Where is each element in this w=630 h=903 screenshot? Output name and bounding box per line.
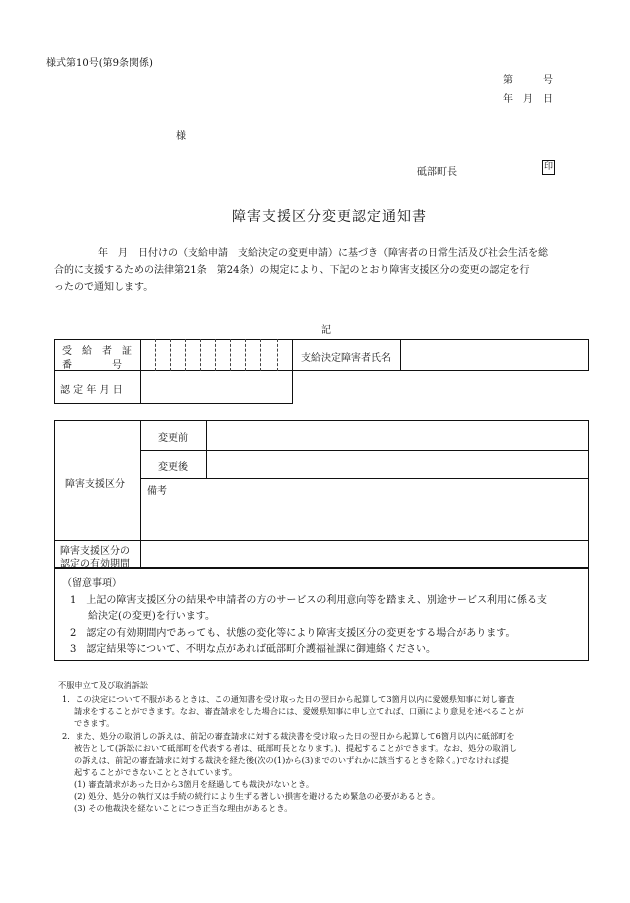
certificate-number-label-1: 受 給 者 証 [62,346,132,357]
form-number: 様式第10号(第9条関係) [46,58,153,69]
certification-date-label: 認 定 年 月 日 [60,385,123,396]
holder-name-label: 支給決定障害者氏名 [301,353,391,364]
appeal-line-8: (1) 審査請求があった日から3箇月を経過しても裁決がないとき。 [74,779,315,789]
notice-heading: （留意事項） [62,578,122,589]
appeal-line-10: (3) その他裁決を経ないことにつき正当な理由があるとき。 [74,803,293,813]
notice-item-1: 1 上記の障害支援区分の結果や申請者の方のサービスの利用意向等を踏まえ、別途サービス利用に係る支 [70,595,547,606]
body-line-3: ったので通知します。 [54,282,154,293]
appeal-line-4: 2．また、処分の取消しの訴えは、前記の審査請求に対する裁決書を受け取った日の翌日から起算して6箇月以内に砥部町を [62,731,515,741]
seal-mark: 印 [542,160,555,175]
appeal-heading: 不服申立て及び取消訴訟 [58,680,149,690]
issue-date-label: 年 月 日 [503,94,553,105]
notice-item-2: 2 認定の有効期間内であっても、状態の変化等により障害支援区分の変更をする場合があります。 [70,628,516,639]
document-number-label: 第 号 [503,75,553,86]
remarks-label: 備考 [147,486,167,497]
document-title: 障害支援区分変更認定通知書 [232,209,427,225]
certificate-number-label-2: 番 号 [62,360,122,371]
ki-heading: 記 [321,325,331,336]
before-change-label: 変更前 [158,433,188,444]
appeal-line-7: 起することができないこととされています。 [74,767,238,777]
after-change-label: 変更後 [158,462,188,473]
category-label: 障害支援区分 [65,479,125,490]
appeal-line-5: 被告として(訴訟において砥部町を代表する者は、砥部町長となります。)、提起することができます。なお、処分の取消し [74,743,518,753]
body-line-1: 年 月 日付けの（支給申請 支給決定の変更申請）に基づき（障害者の日常生活及び社会生活を総 [98,248,548,259]
appeal-line-2: 請求をすることができます。なお、審査請求をした場合には、愛媛県知事に申し立てれば、口頭により意見を述べることが [74,706,524,716]
appeal-line-6: の訴えは、前記の審査請求に対する裁決を経た後(次の(1)から(3)までのいずれかに該当するときを除く。)でなければ提 [74,755,509,765]
appeal-line-3: できます。 [74,718,115,728]
issuer-name: 砥部町長 [417,167,457,178]
appeal-line-9: (2) 処分、処分の執行又は手続の続行により生ずる著しい損害を避けるため緊急の必要があるとき。 [74,791,440,801]
validity-label-1: 障害支援区分の [60,546,130,557]
notice-item-1-cont: 給決定(の変更)を行います。 [88,611,216,622]
validity-label-2: 認定の有効期間 [60,559,130,570]
recipient-suffix: 様 [176,131,186,142]
appeal-line-1: 1．この決定について不服があるときは、この通知書を受け取った日の翌日から起算して3箇月以内に愛媛県知事に対し審査 [62,694,515,704]
body-line-2: 合的に支援するための法律第21条 第24条）の規定により、下記のとおり障害支援区分の変更の認定を行 [54,265,530,276]
notice-item-3: 3 認定結果等について、不明な点があれば砥部町介護福祉課に御連絡ください。 [70,644,436,655]
